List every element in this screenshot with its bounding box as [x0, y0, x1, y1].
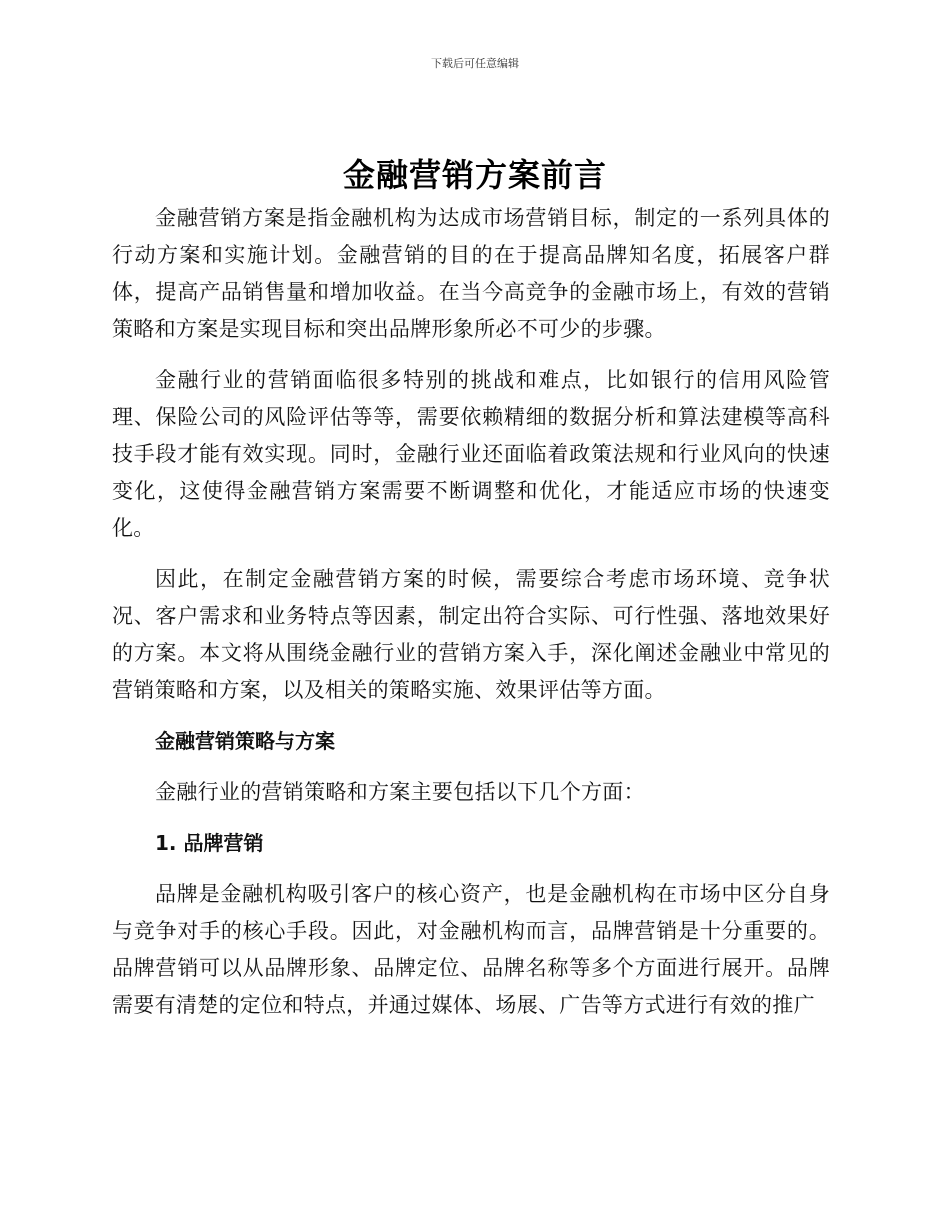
document-title: 金融营销方案前言	[342, 156, 607, 194]
section-intro: 金融行业的营销策略和方案主要包括以下几个方面：	[155, 780, 645, 804]
section-heading: 金融营销策略与方案	[155, 729, 335, 753]
brand-paragraph: 品牌是金融机构吸引客户的核心资产，也是金融机构在市场中区分自身与竞争对手的核心手段。因此，对金融机构而言，品牌营销是十分重要的。品牌营销可以从品牌形象、品牌定位、品牌名称等多个方面进行展开。品牌需要有清楚的定位和特点，并通过媒体、场展、广告等方式进行有效的推广	[112, 882, 830, 1017]
header-note: 下载后可任意编辑	[431, 57, 519, 70]
document-body	[112, 200, 830, 1038]
purpose-paragraph: 因此，在制定金融营销方案的时候，需要综合考虑市场环境、竞争状况、客户需求和业务特点等因素，制定出符合实际、可行性强、落地效果好的方案。本文将从围绕金融行业的营销方案入手，深化阐述金融业中常见的营销策略和方案，以及相关的策略实施、效果评估等方面。	[112, 567, 830, 702]
subheading-brand-marketing: 1. 品牌营销	[155, 831, 264, 855]
intro-paragraph: 金融营销方案是指金融机构为达成市场营销目标，制定的一系列具体的行动方案和实施计划。金融营销的目的在于提高品牌知名度，拓展客户群体，提高产品销售量和增加收益。在当今高竞争的金融市场上，有效的营销策略和方案是实现目标和突出品牌形象所必不可少的步骤。	[112, 206, 830, 341]
challenges-paragraph: 金融行业的营销面临很多特别的挑战和难点，比如银行的信用风险管理、保险公司的风险评估等等，需要依赖精细的数据分析和算法建模等高科技手段才能有效实现。同时，金融行业还面临着政策法规和行业风向的快速变化，这使得金融营销方案需要不断调整和优化，才能适应市场的快速变化。	[112, 368, 830, 540]
